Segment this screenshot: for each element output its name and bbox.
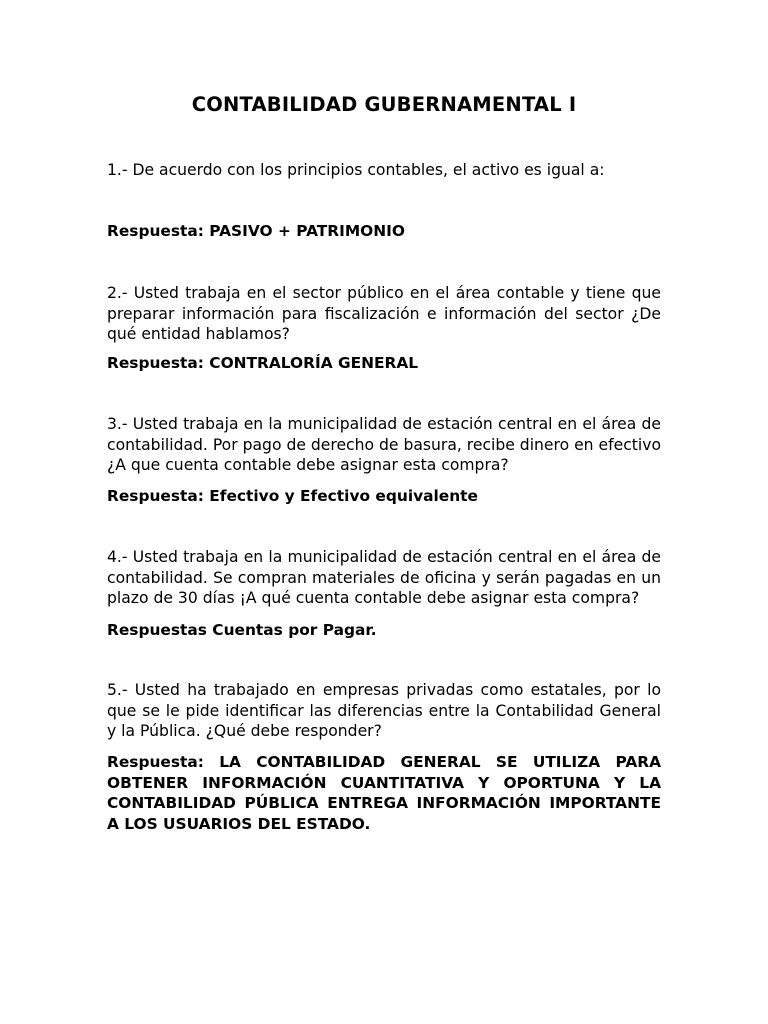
question-4-text: 4.- Usted trabaja en la municipalidad de estación central en el área de contabilidad. Se compran materiales de oficina y serán pagadas en un plazo de 30 días ¡A qué cuenta contable debe asignar esta compra? <box>107 548 661 608</box>
answer-2-text: Respuesta: CONTRALORÍA GENERAL <box>107 354 419 372</box>
answer-5-text: Respuesta: LA CONTABILIDAD GENERAL SE UTILIZA PARA OBTENER INFORMACIÓN CUANTITATIVA Y OPORTUNA Y LA CONTABILIDAD PÚBLICA ENTREGA INFORMACIÓN IMPORTANTE A LOS USUARIOS DEL ESTADO. <box>107 753 661 833</box>
question-3-text: 3.- Usted trabaja en la municipalidad de estación central en el área de contabilidad. Por pago de derecho de basura, recibe dinero en efectivo ¿A que cuenta contable debe asignar esta compra? <box>107 415 661 475</box>
document-title: CONTABILIDAD GUBERNAMENTAL I <box>191 93 577 116</box>
question-2-text: 2.- Usted trabaja en el sector público en el área contable y tiene que preparar información para fiscalización e información del sector ¿De qué entidad hablamos? <box>107 284 661 344</box>
answer-3-text: Respuesta: Efectivo y Efectivo equivalente <box>107 487 478 505</box>
answer-4-text: Respuestas Cuentas por Pagar. <box>107 621 377 639</box>
answer-1-text: Respuesta: PASIVO + PATRIMONIO <box>107 222 405 240</box>
question-1-text: 1.- De acuerdo con los principios contables, el activo es igual a: <box>107 161 605 179</box>
question-5-text: 5.- Usted ha trabajado en empresas privadas como estatales, por lo que se le pide identificar las diferencias entre la Contabilidad General y la Pública. ¿Qué debe responder? <box>107 681 661 741</box>
